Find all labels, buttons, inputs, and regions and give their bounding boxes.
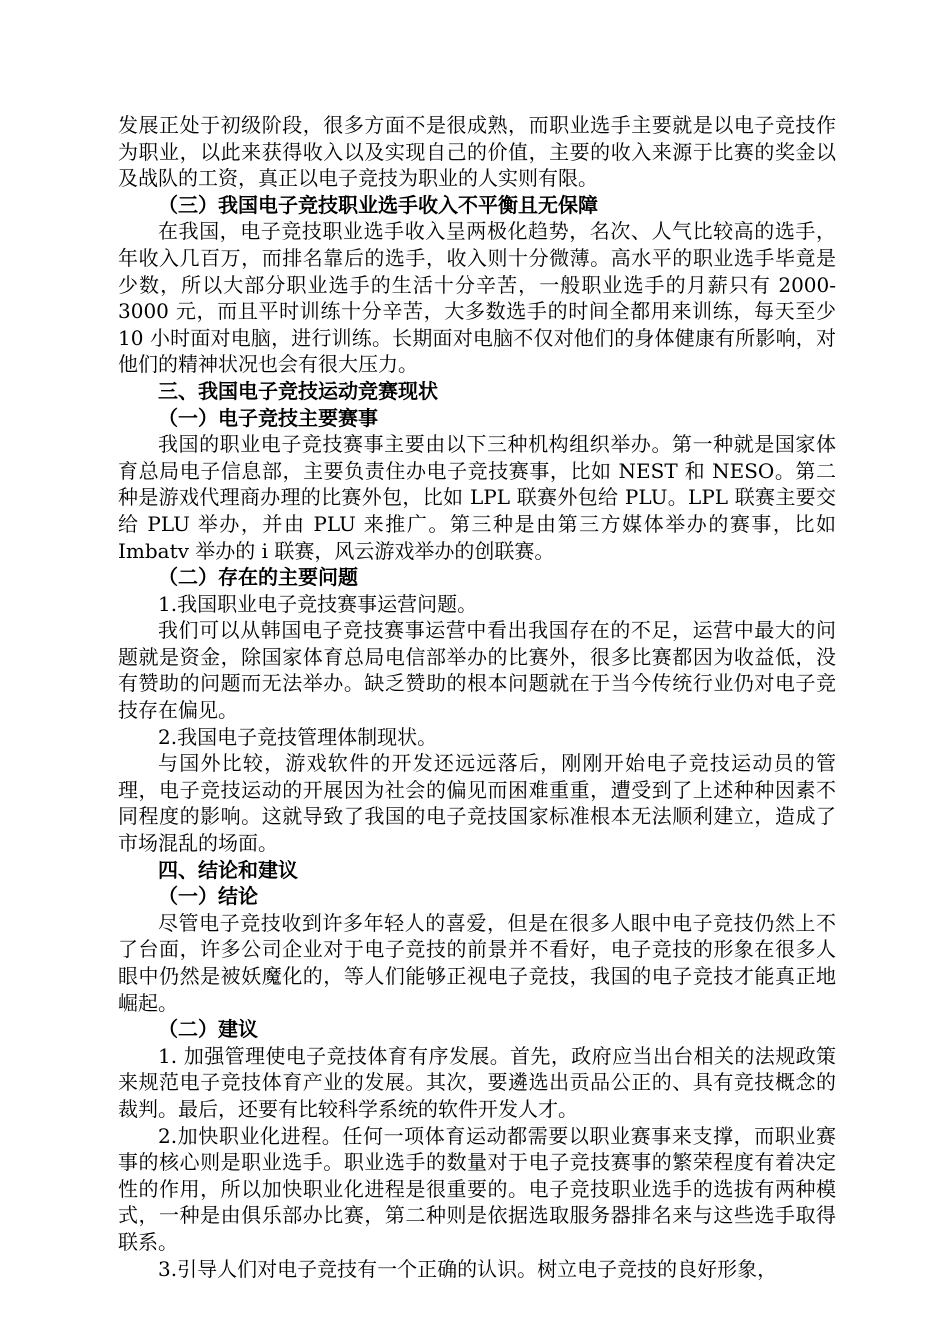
paragraph-conclusion: 尽管电子竞技收到许多年轻人的喜爱，但是在很多人眼中电子竞技仍然上不了台面，许多公司企业对于电子竞技的前景并不看好，电子竞技的形象在很多人眼中仍然是被妖魔化的，等人们能够正视电子竞技，我国的电子竞技才能真正地崛起。: [118, 910, 836, 1015]
paragraph-main-events: 我国的职业电子竞技赛事主要由以下三种机构组织举办。第一种就是国家体育总局电子信息部，主要负责住办电子竞技赛事，比如 NEST 和 NESO。第二种是游戏代理商办理的比赛外包，比如 LPL 联赛外包给 PLU。LPL 联赛主要交给 PLU 举办，并由 PLU 来推广。第三种是由第三方媒体举办的赛事，比如 Imbatv 举办的 i 联赛，风云游戏举办的创联赛。: [118, 432, 836, 563]
subheading-main-events: （一）电子竞技主要赛事: [158, 405, 378, 430]
suggestion-item-2: 2.加快职业化进程。任何一项体育运动都需要以职业赛事来支撑，而职业赛事的核心则是职业选手。职业选手的数量对于电子竞技赛事的繁荣程度有着决定性的作用，所以加快职业化进程是很重要的。电子竞技职业选手的选拔有两种模式，一种是由俱乐部办比赛，第二种则是依据选取服务器排名来与这些选手取得联系。: [118, 1123, 836, 1254]
document-body: [118, 112, 836, 1282]
subheading-income-imbalance: （三）我国电子竞技职业选手收入不平衡且无保障: [158, 192, 598, 217]
subheading-main-problems: （二）存在的主要问题: [158, 565, 358, 590]
list-item-management-system: 2.我国电子竞技管理体制现状。: [158, 724, 438, 749]
subheading-conclusion: （一）结论: [158, 884, 258, 909]
suggestion-item-1: 1. 加强管理使电子竞技体育有序发展。首先，政府应当出台相关的法规政策来规范电子竞技体育产业的发展。其次，要遴选出贡品公正的、具有竞技概念的裁判。最后，还要有比较科学系统的软件开发人才。: [118, 1043, 836, 1121]
paragraph-operation-problem: 我们可以从韩国电子竞技赛事运营中看出我国存在的不足，运营中最大的问题就是资金，除国家体育总局电信部举办的比赛外，很多比赛都因为收益低，没有赞助的问题而无法举办。缺乏赞助的根本问题就在于当今传统行业仍对电子竞技存在偏见。: [118, 618, 836, 723]
section-heading-conclusion-suggestions: 四、结论和建议: [158, 857, 298, 882]
suggestion-item-3: 3.引导人们对电子竞技有一个正确的认识。树立电子竞技的良好形象，: [158, 1256, 778, 1281]
subheading-suggestions: （二）建议: [158, 1017, 258, 1042]
paragraph-income: 在我国，电子竞技职业选手收入呈两极化趋势，名次、人气比较高的选手，年收入几百万，而排名靠后的选手，收入则十分微薄。高水平的职业选手毕竟是少数，所以大部分职业选手的生活十分辛苦，一般职业选手的月薪只有 2000-3000 元，而且平时训练十分辛苦，大多数选手的时间全都用来训练，每天至少 10 小时面对电脑，进行训练。长期面对电脑不仅对他们的身体健康有所影响，对他们的精神状况也会有很大压力。: [118, 219, 836, 377]
list-item-operation-problem: 1.我国职业电子竞技赛事运营问题。: [158, 591, 478, 616]
section-heading-competition-status: 三、我国电子竞技运动竞赛现状: [158, 378, 438, 403]
paragraph-continuation: 发展正处于初级阶段，很多方面不是很成熟，而职业选手主要就是以电子竞技作为职业，以此来获得收入以及实现自己的价值，主要的收入来源于比赛的奖金以及战队的工资，真正以电子竞技为职业的人实则有限。: [118, 113, 836, 191]
paragraph-management-system: 与国外比较，游戏软件的开发还远远落后，刚刚开始电子竞技运动员的管理，电子竞技运动的开展因为社会的偏见而困难重重，遭受到了上述种种因素不同程度的影响。这就导致了我国的电子竞技国家标准根本无法顺利建立，造成了市场混乱的场面。: [118, 751, 836, 856]
